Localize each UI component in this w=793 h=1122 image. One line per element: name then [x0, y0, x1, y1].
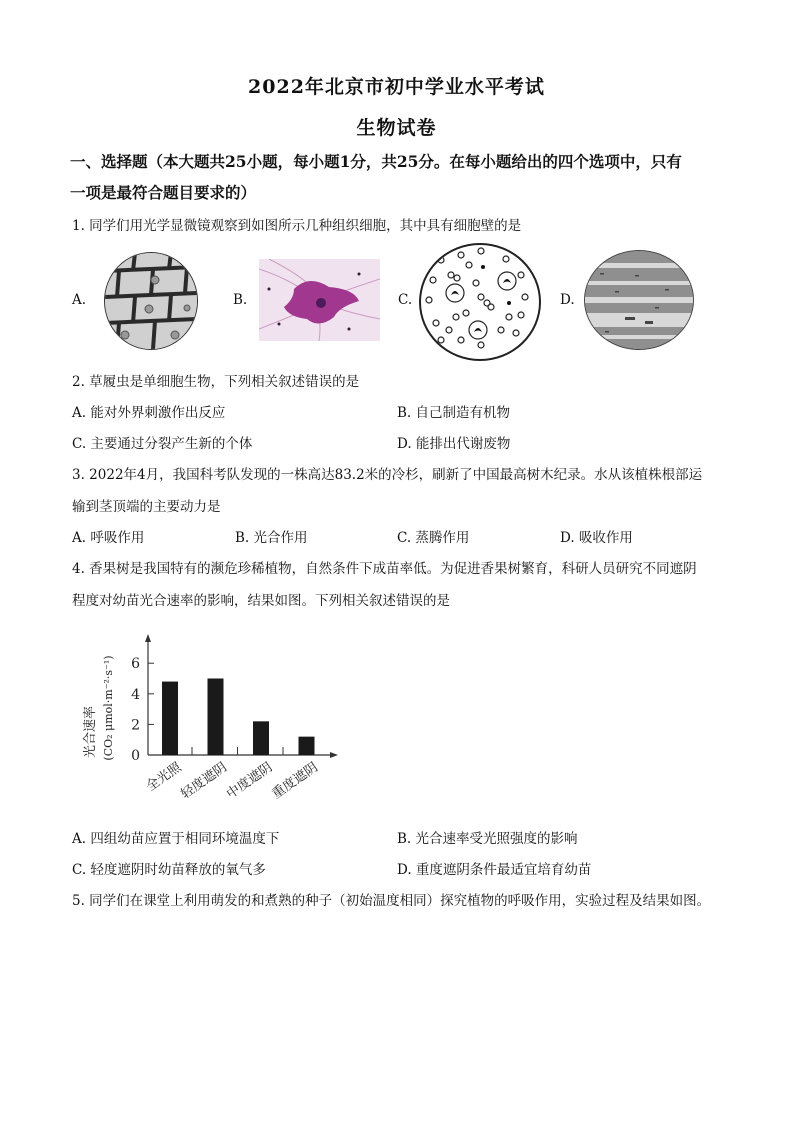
chart-bars [162, 679, 315, 756]
q4-option-d[interactable]: D. 重度遮阴条件最适宜培育幼苗 [397, 862, 592, 878]
q2-option-b[interactable]: B. 自己制造有机物 [397, 405, 511, 421]
neuron-cell-image [259, 259, 380, 341]
exam-title: 2022年北京市初中学业水平考试 [248, 76, 545, 98]
question-2-text: 2. 草履虫是单细胞生物，下列相关叙述错误的是 [72, 374, 360, 390]
svg-text:中度遮阴: 中度遮阴 [224, 759, 276, 803]
svg-text:6: 6 [131, 656, 140, 673]
blood-cells-diagram [419, 243, 541, 361]
section-heading-line2: 一项是最符合题目要求的） [70, 183, 257, 202]
section-heading-line1: 一、选择题（本大题共25小题，每小题1分，共25分。在每小题给出的四个选项中，只有 [70, 152, 682, 171]
question-4-text-line1: 4. 香果树是我国特有的濒危珍稀植物，自然条件下成苗率低。为促进香果树繁育，科研人员研究不同遮阴 [72, 561, 697, 577]
question-5-text: 5. 同学们在课堂上利用萌发的和煮熟的种子（初始温度相同）探究植物的呼吸作用，实验过程及结果如图。 [72, 893, 711, 909]
q2-option-d[interactable]: D. 能排出代谢废物 [397, 436, 511, 452]
q1-option-d-label: D. [560, 292, 575, 308]
chart-y-axis-unit: (CO₂ μmol·m⁻²·s⁻¹) [102, 655, 115, 761]
photosynthesis-rate-bar-chart [70, 620, 360, 810]
svg-text:重度遮阴: 重度遮阴 [269, 759, 321, 803]
muscle-tissue-image [584, 250, 694, 350]
chart-y-axis-label: 光合速率 [83, 705, 98, 759]
q4-option-a[interactable]: A. 四组幼苗应置于相同环境温度下 [72, 831, 280, 847]
q4-option-c[interactable]: C. 轻度遮阴时幼苗释放的氧气多 [72, 862, 266, 878]
chart-x-labels [143, 759, 321, 803]
svg-text:0: 0 [131, 748, 140, 764]
q4-option-b[interactable]: B. 光合速率受光照强度的影响 [397, 831, 578, 847]
q3-option-d[interactable]: D. 吸收作用 [560, 530, 633, 546]
q1-option-c-label: C. [398, 292, 413, 308]
svg-text:全光照: 全光照 [143, 759, 185, 795]
y-axis-arrow-icon [145, 634, 151, 642]
q3-option-c[interactable]: C. 蒸腾作用 [397, 530, 470, 546]
question-4-text-line2: 程度对幼苗光合速率的影响，结果如图。下列相关叙述错误的是 [72, 593, 450, 609]
q1-option-b-label: B. [233, 292, 248, 308]
x-axis-arrow-icon [330, 752, 338, 758]
svg-text:4: 4 [131, 686, 140, 703]
svg-text:2: 2 [131, 717, 140, 734]
exam-subtitle: 生物试卷 [356, 117, 437, 139]
q3-option-a[interactable]: A. 呼吸作用 [72, 530, 145, 546]
chart-y-ticks [131, 656, 154, 764]
question-3-text-line1: 3. 2022年4月，我国科考队发现的一株高达83.2米的冷杉，刷新了中国最高树木纪录。水从该植株根部运 [72, 467, 703, 483]
question-1-text: 1. 同学们用光学显微镜观察到如图所示几种组织细胞，其中具有细胞壁的是 [72, 218, 522, 234]
q2-option-a[interactable]: A. 能对外界刺激作出反应 [72, 405, 226, 421]
q3-option-b[interactable]: B. 光合作用 [235, 530, 308, 546]
q1-option-a-label: A. [72, 292, 87, 308]
question-3-text-line2: 输到茎顶端的主要动力是 [72, 499, 221, 515]
q2-option-c[interactable]: C. 主要通过分裂产生新的个体 [72, 436, 253, 452]
svg-text:轻度遮阴: 轻度遮阴 [178, 759, 230, 803]
onion-epidermis-cells-image [104, 252, 198, 350]
